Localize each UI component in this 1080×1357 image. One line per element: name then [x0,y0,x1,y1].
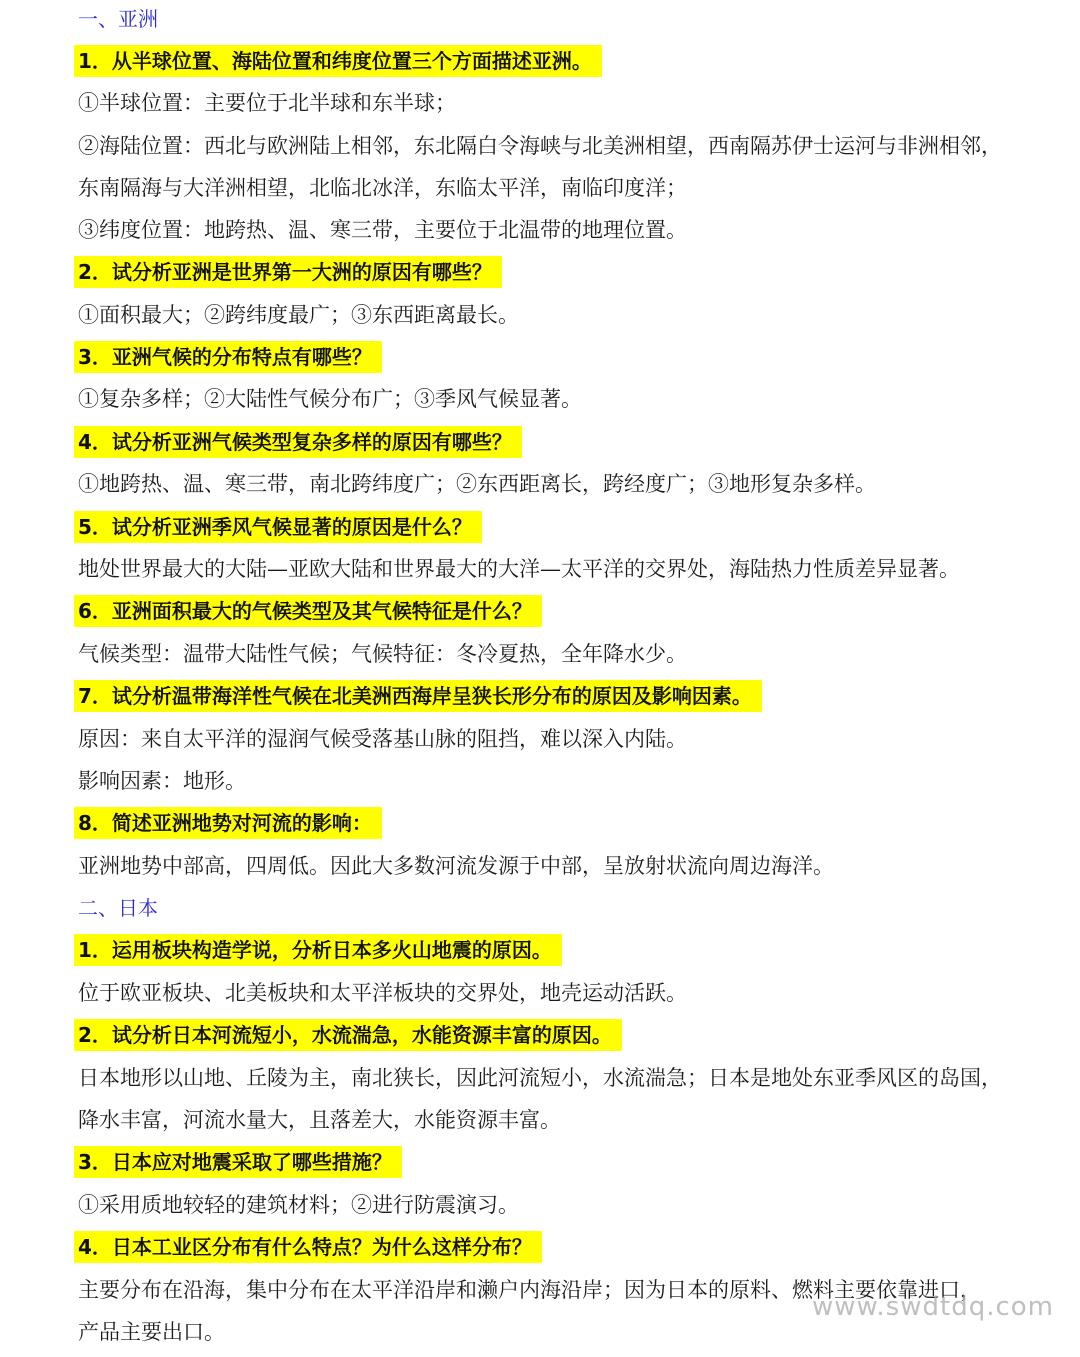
watermark: www.swdtdq.com [812,1292,1054,1322]
answer-text: ②海陆位置：西北与欧洲陆上相邻，东北隔白令海峡与北美洲相望，西南隔苏伊士运河与非洲相邻， [78,134,1002,158]
question-heading [78,808,382,838]
question-text: 2．试分析日本河流短小，水流湍急，水能资源丰富的原因。 [74,1019,622,1051]
question-heading [78,1232,542,1262]
answer-text: 地处世界最大的大陆—亚欧大陆和世界最大的大洋—太平洋的交界处，海陆热力性质差异显著。 [78,557,960,581]
question-text: 4．试分析亚洲气候类型复杂多样的原因有哪些？ [74,426,522,458]
answer-text: 日本地形以山地、丘陵为主，南北狭长，因此河流短小，水流湍急；日本是地处东亚季风区的岛国， [78,1066,1002,1090]
answer-text: 降水丰富，河流水量大，且落差大，水能资源丰富。 [78,1108,561,1132]
section-title-japan: 二、日本 [78,896,158,920]
question-text: 2．试分析亚洲是世界第一大洲的原因有哪些？ [74,256,502,288]
question-heading [78,427,522,457]
question-text: 5．试分析亚洲季风气候显著的原因是什么？ [74,511,482,543]
answer-text: 主要分布在沿海，集中分布在太平洋沿岸和濑户内海沿岸；因为日本的原料、燃料主要依靠进口， [78,1278,981,1302]
question-text: 1．运用板块构造学说，分析日本多火山地震的原因。 [74,934,562,966]
question-text: 1．从半球位置、海陆位置和纬度位置三个方面描述亚洲。 [74,45,602,77]
question-heading [78,342,382,372]
answer-text: ①地跨热、温、寒三带，南北跨纬度广；②东西距离长，跨经度广；③地形复杂多样。 [78,472,876,496]
question-heading [78,46,602,76]
question-heading [78,257,502,287]
answer-text: 原因：来自太平洋的湿润气候受落基山脉的阻挡，难以深入内陆。 [78,727,687,751]
answer-text: 影响因素：地形。 [78,769,246,793]
answer-text: 亚洲地势中部高，四周低。因此大多数河流发源于中部，呈放射状流向周边海洋。 [78,854,834,878]
question-text: 3．日本应对地震采取了哪些措施？ [74,1146,402,1178]
answer-text: 东南隔海与大洋洲相望，北临北冰洋，东临太平洋，南临印度洋； [78,176,687,200]
answer-text: 产品主要出口。 [78,1320,225,1344]
question-text: 3．亚洲气候的分布特点有哪些？ [74,341,382,373]
question-heading [78,512,482,542]
answer-text: ①复杂多样；②大陆性气候分布广；③季风气候显著。 [78,387,582,411]
answer-text: ③纬度位置：地跨热、温、寒三带，主要位于北温带的地理位置。 [78,218,687,242]
question-heading [78,596,542,626]
question-heading [78,681,762,711]
question-text: 6．亚洲面积最大的气候类型及其气候特征是什么？ [74,595,542,627]
question-text: 8．简述亚洲地势对河流的影响： [74,807,382,839]
question-heading [78,1020,622,1050]
answer-text: 气候类型：温带大陆性气候；气候特征：冬冷夏热，全年降水少。 [78,642,687,666]
answer-text: 位于欧亚板块、北美板块和太平洋板块的交界处，地壳运动活跃。 [78,981,687,1005]
question-text: 4．日本工业区分布有什么特点？为什么这样分布？ [74,1231,542,1263]
question-text: 7．试分析温带海洋性气候在北美洲西海岸呈狭长形分布的原因及影响因素。 [74,680,762,712]
section-title-asia: 一、亚洲 [78,7,158,31]
question-heading [78,935,562,965]
answer-text: ①采用质地较轻的建筑材料；②进行防震演习。 [78,1193,519,1217]
question-heading [78,1147,402,1177]
answer-text: ①半球位置：主要位于北半球和东半球； [78,91,456,115]
answer-text: ①面积最大；②跨纬度最广；③东西距离最长。 [78,303,519,327]
